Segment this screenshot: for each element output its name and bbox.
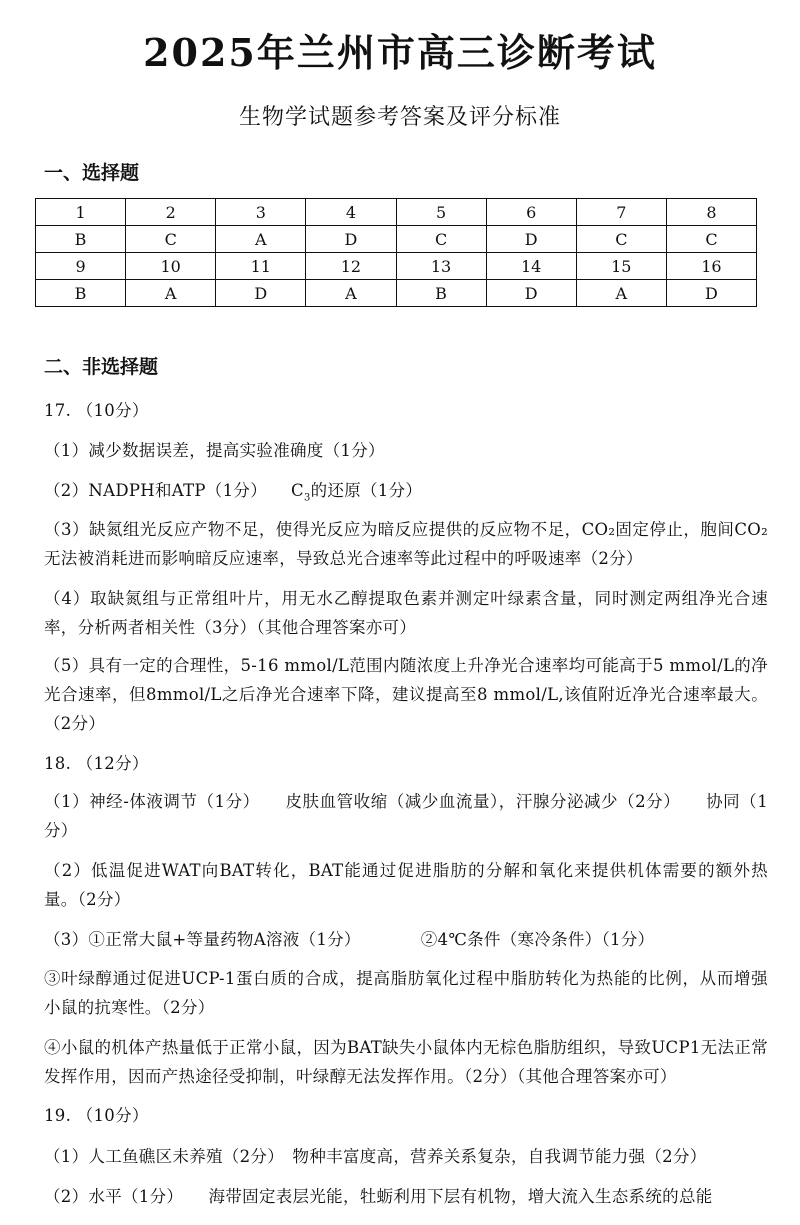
- choice-answer-table: [35, 198, 757, 307]
- table-cell: C: [126, 226, 216, 253]
- table-cell: 6: [486, 199, 576, 226]
- section-heading-choice: 一、选择题: [44, 162, 140, 184]
- q17-answer-1: （1）减少数据误差，提高实验准确度（1分）: [44, 441, 385, 460]
- q17-answer-2b-rest: 的还原（1分）: [310, 481, 423, 500]
- table-cell: 4: [306, 199, 396, 226]
- table-cell: D: [486, 226, 576, 253]
- section-heading-nonchoice: 二、非选择题: [44, 356, 159, 378]
- table-cell: 8: [666, 199, 756, 226]
- table-cell: D: [306, 226, 396, 253]
- question-18-header: 18. （12分）: [44, 754, 149, 773]
- table-row: [36, 199, 757, 226]
- q18-answer-3b: ②4℃条件（寒冷条件）（1分）: [420, 930, 655, 949]
- q18-answer-3: [44, 925, 768, 954]
- q17-answer-4: （4）取缺氮组与正常组叶片，用无水乙醇提取色素并测定叶绿素含量，同时测定两组净光合速率，分析两者相关性（3分）（其他合理答案亦可）: [44, 589, 768, 637]
- q19-answer-2: （2）水平（1分） 海带固定表层光能，牡蛎利用下层有机物，增大流入生态系统的总能: [44, 1187, 713, 1206]
- table-cell: C: [396, 226, 486, 253]
- table-cell: 15: [576, 253, 666, 280]
- q17-answer-2a: （2）NADPH和ATP（1分）: [44, 481, 267, 500]
- table-cell: B: [36, 280, 126, 307]
- table-cell: 11: [216, 253, 306, 280]
- table-cell: 13: [396, 253, 486, 280]
- table-cell: 10: [126, 253, 216, 280]
- q18-answer-3c: ③叶绿醇通过促进UCP-1蛋白质的合成，提高脂肪氧化过程中脂肪转化为热能的比例，从而增强小鼠的抗寒性。（2分）: [44, 969, 768, 1017]
- table-cell: B: [36, 226, 126, 253]
- q17-answer-5: （5）具有一定的合理性，5-16 mmol/L范围内随浓度上升净光合速率均可能高于5 mmol/L的净光合速率，但8mmol/L之后净光合速率下降，建议提高至8 mmol/L,该值附近净光合速率最大。（2分）: [44, 656, 768, 733]
- q17-answer-2b-sub: 3: [303, 492, 311, 504]
- q19-answer-1: （1）人工鱼礁区未养殖（2分） 物种丰富度高，营养关系复杂，自我调节能力强（2分）: [44, 1147, 707, 1166]
- q18-answer-1: （1）神经-体液调节（1分） 皮肤血管收缩（减少血流量），汗腺分泌减少（2分） 协同（1分）: [44, 792, 768, 840]
- page-subtitle: 生物学试题参考答案及评分标准: [238, 105, 561, 130]
- table-cell: B: [396, 280, 486, 307]
- table-cell: D: [486, 280, 576, 307]
- question-17-header: 17. （10分）: [44, 401, 149, 420]
- question-19-header: 19. （10分）: [44, 1106, 149, 1125]
- table-cell: 3: [216, 199, 306, 226]
- table-cell: D: [666, 280, 756, 307]
- page-title: 2025年兰州市高三诊断考试: [143, 30, 657, 75]
- table-cell: A: [306, 280, 396, 307]
- q17-answer-3: （3）缺氮组光反应产物不足，使得光反应为暗反应提供的反应物不足，CO₂固定停止，胞间CO₂无法被消耗进而影响暗反应速率，导致总光合速率等此过程中的呼吸速率（2分）: [44, 520, 768, 568]
- table-cell: 1: [36, 199, 126, 226]
- table-cell: 9: [36, 253, 126, 280]
- table-row: [36, 280, 757, 307]
- table-cell: A: [126, 280, 216, 307]
- table-row: [36, 226, 757, 253]
- table-cell: 2: [126, 199, 216, 226]
- table-cell: A: [576, 280, 666, 307]
- table-cell: 12: [306, 253, 396, 280]
- q18-answer-3d: ④小鼠的机体产热量低于正常小鼠，因为BAT缺失小鼠体内无棕色脂肪组织，导致UCP1无法正常发挥作用，因而产热途径受抑制，叶绿醇无法发挥作用。（2分）（其他合理答案亦可）: [44, 1038, 768, 1086]
- table-cell: 16: [666, 253, 756, 280]
- table-cell: C: [666, 226, 756, 253]
- q18-answer-3a: （3）①正常大鼠+等量药物A溶液（1分）: [44, 930, 361, 949]
- table-cell: C: [576, 226, 666, 253]
- table-cell: 5: [396, 199, 486, 226]
- table-cell: A: [216, 226, 306, 253]
- table-row: [36, 253, 757, 280]
- table-cell: 14: [486, 253, 576, 280]
- table-cell: D: [216, 280, 306, 307]
- q17-answer-2: [44, 476, 768, 512]
- table-cell: 7: [576, 199, 666, 226]
- q17-answer-2b-c: C: [291, 481, 304, 500]
- q18-answer-2: （2）低温促进WAT向BAT转化，BAT能通过促进脂肪的分解和氧化来提供机体需要的额外热量。（2分）: [44, 861, 768, 909]
